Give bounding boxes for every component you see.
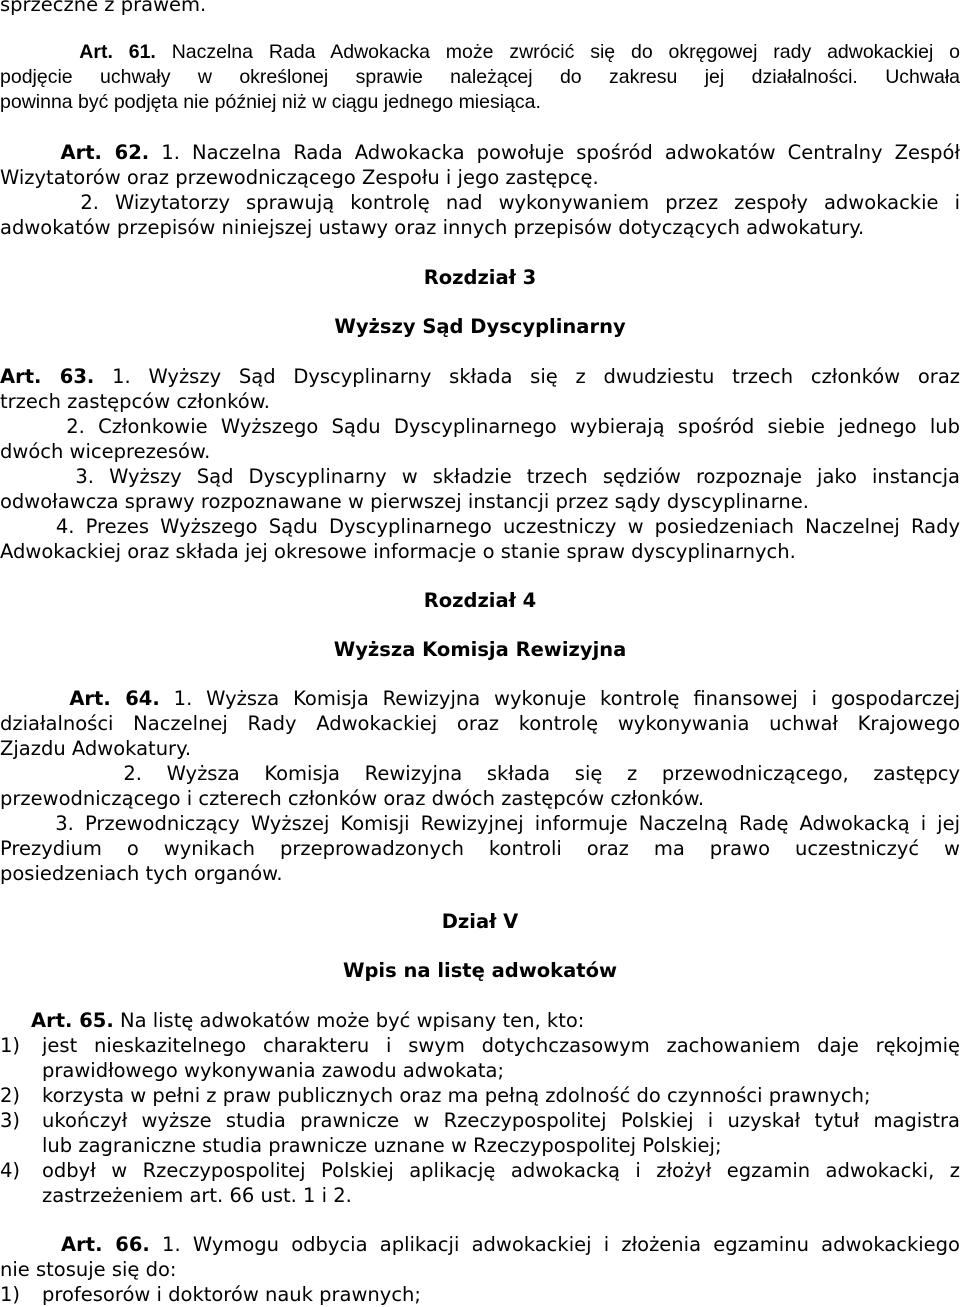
text: Wyższa Komisja Rewizyjna składa się z przewodniczącego, zastępcy (166, 762, 960, 785)
list-item-cont (0, 1058, 960, 1083)
text: zastrzeżeniem art. 66 ust. 1 i 2. (42, 1184, 352, 1207)
text: dwóch wiceprezesów. (0, 440, 211, 463)
art63-line2 (0, 389, 960, 414)
list-item (0, 1282, 960, 1307)
list-num: 1) (0, 1034, 21, 1057)
art64-label: Art. 64. (69, 687, 160, 710)
art61-line1 (0, 40, 960, 65)
list-num: 3) (0, 1109, 21, 1132)
text: trzech zastępców członków. (0, 390, 271, 413)
art64-line2 (0, 711, 960, 736)
text: Wyższy Sąd Dyscyplinarny składa się z dwudziestu trzech członków oraz (148, 365, 960, 388)
text: profesorów i doktorów nauk prawnych; (42, 1283, 421, 1306)
chapter4-title: Wyższa Komisja Rewizyjna (333, 638, 627, 661)
list-item (0, 1083, 960, 1108)
art64-line8 (0, 861, 960, 886)
text: Wizytatorzy sprawują kontrolę nad wykonywaniem przez zespoły adwokackie i (114, 191, 960, 214)
text: sprzeczne z prawem. (0, 0, 207, 16)
art60-tail (0, 0, 960, 17)
art62-line4 (0, 215, 960, 240)
para-num: 4. (55, 515, 75, 538)
text: Wizytatorów oraz przewodniczącego Zespołu i jego zastępcę. (0, 166, 599, 189)
list-item-cont (0, 1183, 960, 1208)
text: Zjazdu Adwokatury. (0, 737, 192, 760)
art63-line5 (0, 464, 960, 489)
list-num: 2) (0, 1084, 21, 1107)
list-item-cont (0, 1133, 960, 1158)
art61-line2 (0, 65, 960, 90)
art65-label: Art. 65. (31, 1009, 114, 1032)
text: nie stosuje się do: (0, 1258, 177, 1281)
text: Przewodniczący Wyższej Komisji Rewizyjnej informuje Naczelną Radę Adwokacką i jej (84, 812, 960, 835)
art62-line3 (0, 190, 960, 215)
art66-line1 (0, 1232, 960, 1257)
text: przewodniczącego i czterech członków oraz dwóch zastępców członków. (0, 787, 705, 810)
text: posiedzeniach tych organów. (0, 862, 283, 885)
text: Wyższy Sąd Dyscyplinarny w składzie trzech sędziów rozpoznaje jako instancja (109, 465, 960, 488)
art63-line4 (0, 439, 960, 464)
list-num: 1) (0, 1283, 21, 1306)
art63-line7 (0, 514, 960, 539)
division5-number: Dział V (441, 910, 519, 933)
list-item (0, 1033, 960, 1058)
text: powinna być podjęta nie później niż w ciągu jednego miesiąca. (0, 91, 541, 113)
text: Naczelna Rada Adwokacka powołuje spośród adwokatów Centralny Zespół (192, 141, 960, 164)
art64-line7 (0, 836, 960, 861)
text: korzysta w pełni z praw publicznych oraz ma pełną zdolność do czynności prawnych; (42, 1084, 871, 1107)
text: prawidłowego wykonywania zawodu adwokata; (42, 1059, 505, 1082)
para-num: 2. (66, 415, 85, 438)
para-num: 1. (162, 1233, 181, 1256)
chapter4-number: Rozdział 4 (423, 589, 537, 612)
art61-label: Art. 61. (79, 41, 156, 63)
art64-line5 (0, 786, 960, 811)
chapter3-number: Rozdział 3 (423, 266, 537, 289)
art63-line8 (0, 539, 960, 564)
para-num: 3. (55, 812, 74, 835)
text: Prezes Wyższego Sądu Dyscyplinarnego uczestniczy w posiedzeniach Naczelnej Rady (85, 515, 960, 538)
list-item (0, 1108, 960, 1133)
art62-label: Art. 62. (60, 141, 150, 164)
art63-line3 (0, 414, 960, 439)
art61-line3 (0, 90, 960, 115)
art62-line2 (0, 165, 960, 190)
text: odwoławcza sprawy rozpoznawane w pierwszej instancji przez sądy dyscyplinarne. (0, 490, 809, 513)
text: lub zagraniczne studia prawnicze uznane w Rzeczypospolitej Polskiej; (42, 1134, 722, 1157)
text: adwokatów przepisów niniejszej ustawy oraz innych przepisów dotyczących adwokatury. (0, 216, 865, 239)
art64-line1 (0, 686, 960, 711)
art63-label: Art. 63. (0, 365, 95, 388)
para-num: 1. (112, 365, 131, 388)
text: działalności Naczelnej Rady Adwokackiej oraz kontrolę wykonywania uchwał Krajowego (0, 712, 960, 735)
list-num: 4) (0, 1159, 21, 1182)
text: Wyższa Komisja Rewizyjna wykonuje kontrolę finansowej i gospodarczej (206, 687, 960, 710)
text: Prezydium o wynikach przeprowadzonych kontroli oraz ma prawo uczestniczyć w (0, 837, 960, 860)
para-num: 3. (75, 465, 94, 488)
art63-line6 (0, 489, 960, 514)
text: odbył w Rzeczypospolitej Polskiej aplikację adwokacką i złożył egzamin adwokacki, z (42, 1159, 960, 1182)
text: jest nieskazitelnego charakteru i swym dotychczasowym zachowaniem daje rękojmię (42, 1034, 960, 1057)
text: podjęcie uchwały w określonej sprawie należącej do zakresu jej działalności. Uchwała (0, 66, 960, 88)
text: Na listę adwokatów może być wpisany ten, kto: (119, 1009, 585, 1032)
art64-line4 (0, 761, 960, 786)
text: Adwokackiej oraz składa jej okresowe informacje o stanie spraw dyscyplinarnych. (0, 540, 796, 563)
para-num: 1. (161, 141, 180, 164)
art65-line1 (0, 1008, 960, 1033)
text: Naczelna Rada Adwokacka może zwrócić się do okręgowej rady adwokackiej o (171, 41, 960, 63)
para-num: 2. (123, 762, 142, 785)
art64-line6 (0, 811, 960, 836)
text: Członkowie Wyższego Sądu Dyscyplinarnego wybierają spośród siebie jednego lub (98, 415, 960, 438)
chapter3-title: Wyższy Sąd Dyscyplinarny (334, 315, 626, 338)
para-num: 1. (173, 687, 193, 710)
art63-line1 (0, 364, 960, 389)
art66-label: Art. 66. (61, 1233, 150, 1256)
division5-title: Wpis na listę adwokatów (342, 959, 618, 982)
text: ukończył wyższe studia prawnicze w Rzeczypospolitej Polskiej i uzyskał tytuł magistra (42, 1109, 960, 1132)
art66-line2 (0, 1257, 960, 1282)
para-num: 2. (80, 191, 99, 214)
text: Wymogu odbycia aplikacji adwokackiej i złożenia egzaminu adwokackiego (192, 1233, 960, 1256)
art62-line1 (0, 140, 960, 165)
art64-line3 (0, 736, 960, 761)
list-item (0, 1158, 960, 1183)
